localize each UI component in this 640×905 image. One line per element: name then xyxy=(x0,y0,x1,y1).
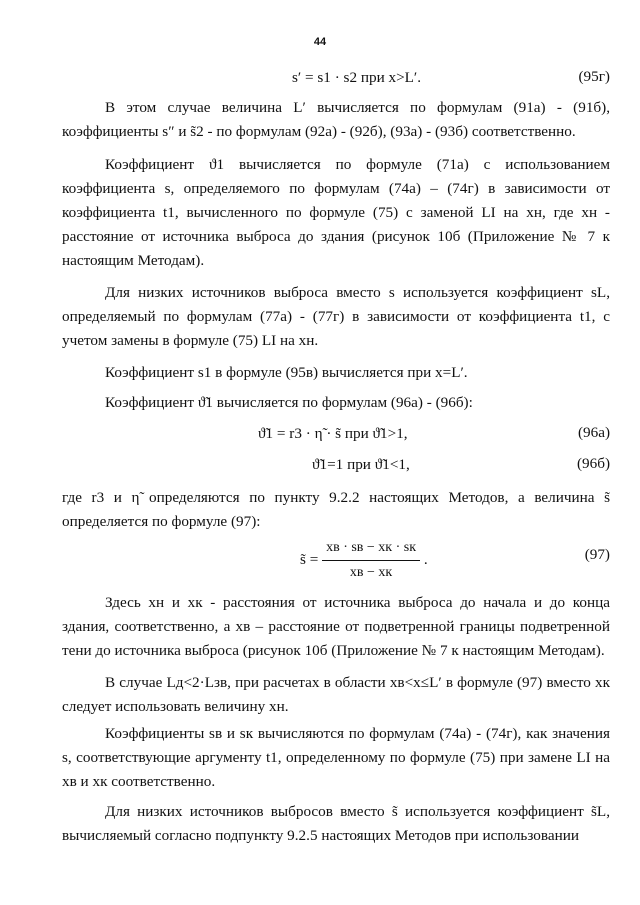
paragraph-3: Для низких источников выброса вместо s используется коэффициент sL, определяемый по формулам (77а) - (77г) в зависимости от коэффициента t1, с учетом замены в формуле (75) LI на xн. xyxy=(62,284,610,349)
formula-96a: ϑ̃1 = r3 · η̃ · s̃ при ϑ̃1>1, xyxy=(258,425,408,442)
formula-95g-number: (95г) xyxy=(578,68,610,85)
formula-97-lhs: s̃ = xyxy=(300,550,319,568)
formula-96b-number: (96б) xyxy=(576,455,610,472)
formula-96a-number: (96а) xyxy=(577,424,610,441)
paragraph-2: Коэффициент ϑ1 вычисляется по формуле (71а) с использованием коэффициента s, определяемого по формулам (74а) – (74г) в зависимости от коэффициента t1, вычисленного по формуле (75) с заменой LI на xн, где xн - расстояние от источника выброса до здания (рисунок 10б (Приложение № 7 к настоящим Методам). xyxy=(62,156,610,269)
formula-96b: ϑ̃1=1 при ϑ̃1<1, xyxy=(312,456,410,473)
paragraph-1: В этом случае величина L′ вычисляется по формулам (91а) - (91б), коэффициенты s″ и s̃2 - по формулам (92а) - (92б), (93а) - (93б) соответственно. xyxy=(62,99,610,140)
paragraph-10: Для низких источников выбросов вместо s̃ используется коэффициент s̃L, вычисляемый согласно подпункту 9.2.5 настоящих Методов при использовании xyxy=(62,803,610,844)
paragraph-7: Здесь xн и xк - расстояния от источника выброса до начала и до конца здания, соответственно, а xв – расстояние от подветренной границы подветренной тени до источника выброса (рисунок 10б (Приложение № 7 к настоящим Методам). xyxy=(62,594,610,659)
paragraph-4: Коэффициент s1 в формуле (95в) вычисляется при x=L′. xyxy=(105,364,468,381)
formula-97-tail: . xyxy=(423,550,428,568)
paragraph-5: Коэффициент ϑ̃1 вычисляется по формулам (96а) - (96б): xyxy=(105,394,473,411)
formula-97-denominator: xв − xк xyxy=(349,565,393,580)
formula-97 xyxy=(300,538,428,583)
formula-97-fraction xyxy=(322,538,420,583)
paragraph-8: В случае Lд<2·Lзв, при расчетах в области xв<x≤L′ в формуле (97) вместо xк следует использовать величину xн. xyxy=(62,674,610,715)
page-number: 44 xyxy=(313,36,327,48)
paragraph-9: Коэффициенты sв и sк вычисляются по формулам (74а) - (74г), как значения s, соответствующие аргументу t1, определенному по формуле (75) при замене LI на xв и xк соответственно. xyxy=(62,725,610,790)
formula-95g: s′ = s1 · s2 при x>L′. xyxy=(292,69,422,86)
formula-97-number: (97) xyxy=(584,546,610,563)
paragraph-6: где r3 и η̃ определяются по пункту 9.2.2 настоящих Методов, а величина s̃ определяется по формуле (97): xyxy=(62,489,610,530)
formula-97-numerator: xв · sв − xк · sк xyxy=(322,538,420,561)
